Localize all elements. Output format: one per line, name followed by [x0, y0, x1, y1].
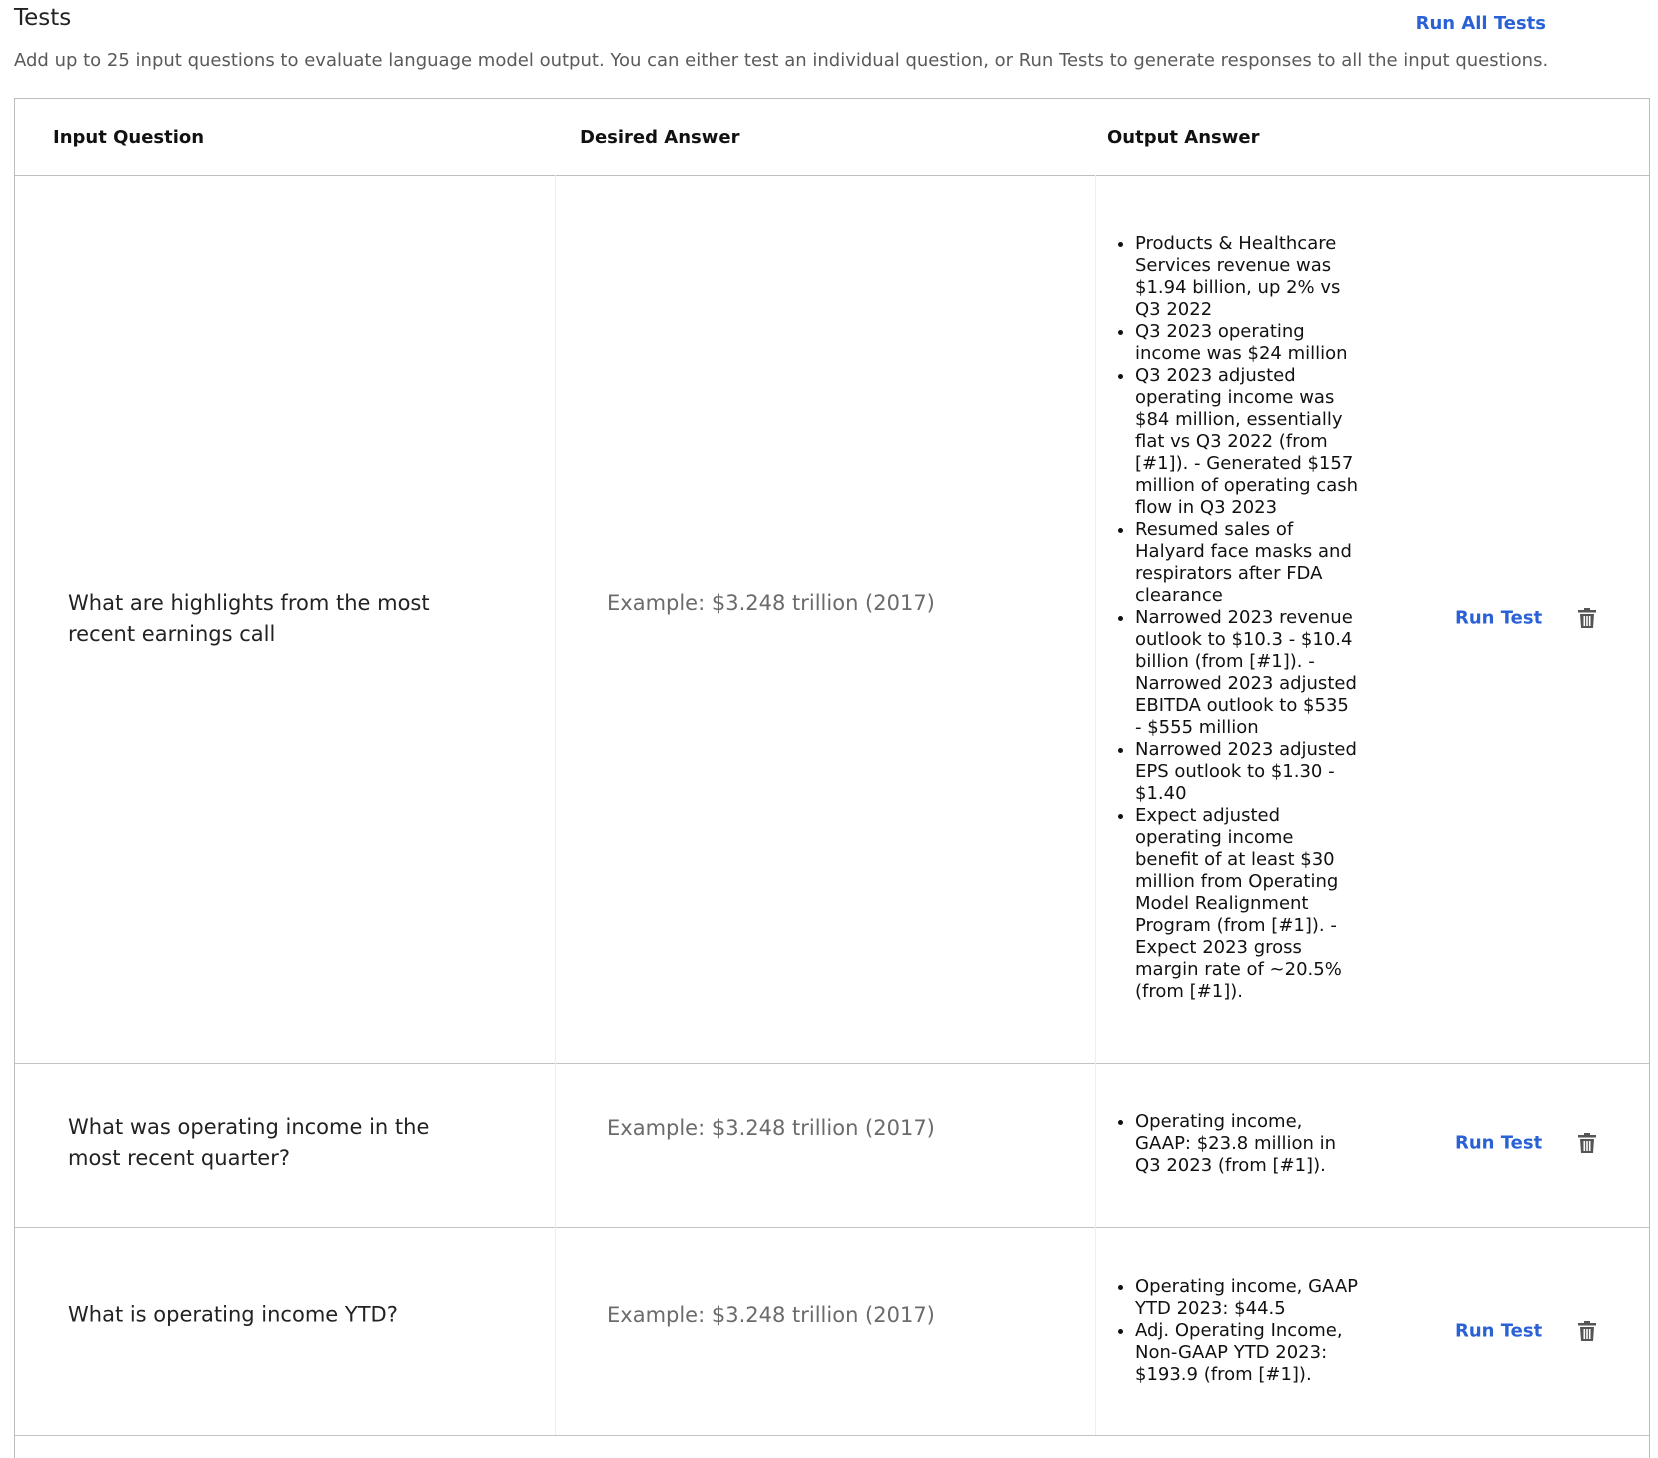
column-header-output-answer: Output Answer — [1107, 127, 1260, 148]
run-test-button[interactable]: Run Test — [1455, 1320, 1543, 1342]
output-answer-item: • Narrowed 2023 adjusted EPS outlook to $1.30 - $1.40 — [1135, 739, 1361, 805]
output-answer — [1111, 233, 1361, 1003]
table-header — [15, 99, 1649, 176]
output-answer-item: • Resumed sales of Halyard face masks and respirators after FDA clearance — [1135, 519, 1361, 607]
column-header-desired-answer: Desired Answer — [580, 127, 740, 148]
trash-icon[interactable] — [1578, 1133, 1596, 1153]
tests-table — [14, 98, 1650, 1458]
table-row — [15, 175, 1649, 1064]
desired-answer-field[interactable]: Example: $3.248 trillion (2017) — [607, 591, 935, 615]
output-answer — [1111, 1111, 1361, 1177]
column-header-input-question: Input Question — [53, 127, 205, 148]
output-answer-list — [1111, 1111, 1361, 1177]
output-answer — [1111, 1276, 1361, 1386]
input-question-field[interactable]: What was operating income in the most recent quarter? — [68, 1115, 430, 1170]
output-answer-item: • Q3 2023 adjusted operating income was $84 million, essentially flat vs Q3 2022 (from [#1]). - Generated $157 million of operating cash flow in Q3 2023 — [1135, 365, 1361, 519]
run-test-button[interactable]: Run Test — [1455, 607, 1543, 629]
input-question-field[interactable]: What is operating income YTD? — [68, 1302, 398, 1327]
output-answer-item: • Q3 2023 operating income was $24 million — [1135, 321, 1361, 365]
output-answer-list — [1111, 1276, 1361, 1386]
page-title: Tests — [14, 5, 72, 31]
page-description: Add up to 25 input questions to evaluate language model output. You can either test an individual question, or Run Tests to generate responses to all the input questions. — [14, 50, 1549, 71]
run-all-tests-button[interactable]: Run All Tests — [1415, 13, 1546, 34]
desired-answer-field[interactable]: Example: $3.248 trillion (2017) — [607, 1116, 935, 1140]
output-answer-item: • Operating income, GAAP: $23.8 million in Q3 2023 (from [#1]). — [1135, 1111, 1361, 1177]
output-answer-list — [1111, 233, 1361, 1003]
output-answer-item: • Narrowed 2023 revenue outlook to $10.3 - $10.4 billion (from [#1]). - Narrowed 2023 adjusted EBITDA outlook to $535 - $555 million — [1135, 607, 1361, 739]
output-answer-item: • Adj. Operating Income, Non-GAAP YTD 2023: $193.9 (from [#1]). — [1135, 1320, 1361, 1386]
table-row — [15, 1227, 1649, 1436]
desired-answer-field[interactable]: Example: $3.248 trillion (2017) — [607, 1303, 935, 1327]
output-answer-item: • Products & Healthcare Services revenue was $1.94 billion, up 2% vs Q3 2022 — [1135, 233, 1361, 321]
trash-icon[interactable] — [1578, 608, 1596, 628]
run-test-button[interactable]: Run Test — [1455, 1132, 1543, 1154]
input-question-field[interactable]: What are highlights from the most recent earnings call — [68, 591, 430, 646]
output-answer-item: • Expect adjusted operating income benefit of at least $30 million from Operating Model Realignment Program (from [#1]). - Expect 2023 gross margin rate of ~20.5% (from [#1]). — [1135, 805, 1361, 1003]
output-answer-item: • Operating income, GAAP YTD 2023: $44.5 — [1135, 1276, 1361, 1320]
table-row — [15, 1063, 1649, 1228]
trash-icon[interactable] — [1578, 1321, 1596, 1341]
